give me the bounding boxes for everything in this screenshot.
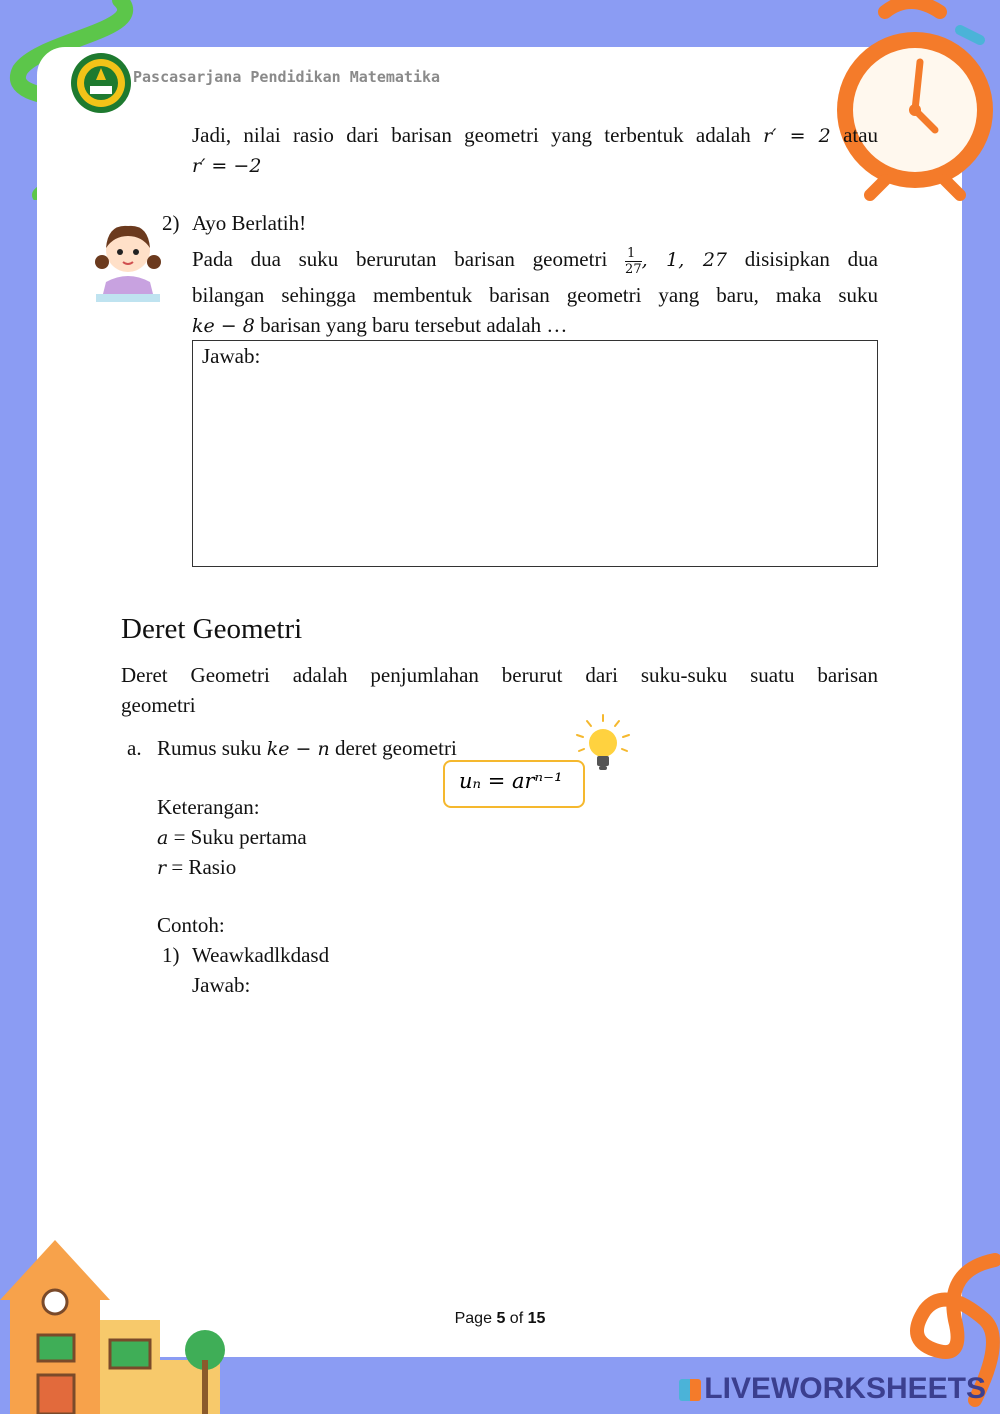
section-intro-line-1: Deret Geometri adalah penjumlahan berurut dari suku-suku suatu barisan (121, 663, 878, 687)
answer-label: Jawab: (202, 344, 261, 368)
keterangan-a (157, 822, 307, 853)
conclusion-line (192, 120, 878, 151)
fraction-one-27 (625, 246, 642, 277)
header-institution: Pascasarjana Pendidikan Matematika (133, 68, 441, 86)
page-footer (0, 1310, 1000, 1328)
page-of: of (509, 1310, 524, 1327)
page-prefix: Page (454, 1310, 492, 1327)
exercise-line-3 (192, 310, 567, 341)
answer-box[interactable] (192, 340, 878, 567)
exercise-line-1 (192, 244, 878, 277)
section-intro-line-2: geometri (121, 693, 196, 717)
conclusion-line-2 (192, 150, 261, 181)
fraction-denominator: 27 (625, 261, 642, 277)
liveworksheets-logo[interactable] (679, 1372, 986, 1406)
conclusion-or: atau (843, 123, 879, 147)
section-title: Deret Geometri (121, 613, 303, 645)
a-description: = Suku pertama (173, 825, 307, 849)
exercise-number: 2) (162, 211, 180, 235)
math-r: r (157, 857, 167, 879)
lightbulb-icon (573, 713, 633, 775)
formula-marker: a. (127, 736, 142, 760)
contoh-label: Contoh: (157, 913, 225, 937)
keterangan-r (157, 852, 236, 883)
formula-box (443, 760, 585, 808)
formula-expression: uₙ = arⁿ⁻¹ (459, 769, 563, 793)
page-current: 5 (496, 1310, 506, 1327)
example-number: 1) (162, 943, 180, 967)
math-ke-n: ke − n (266, 738, 330, 760)
exercise-text: Pada dua suku berurutan barisan geometri (192, 247, 608, 271)
formula-label (157, 733, 457, 764)
formula-label-end: deret geometri (334, 736, 457, 760)
example-text: Weawkadlkdasd (192, 943, 330, 967)
page-total: 15 (527, 1310, 546, 1327)
r-description: = Rasio (171, 855, 237, 879)
university-logo-icon (70, 52, 132, 114)
alarm-clock-icon (830, 0, 1000, 215)
exercise-text-end: disisipkan dua (744, 247, 879, 271)
math-ke-8: ke − 8 (192, 315, 255, 337)
math-a: a (157, 827, 169, 849)
sequence-terms: , 1, 27 (641, 249, 728, 271)
student-girl-icon (92, 218, 164, 304)
exercise-line-2: bilangan sehingga membentuk barisan geometri yang baru, maka suku (192, 283, 878, 307)
fraction-numerator: 1 (625, 246, 642, 262)
math-r-prime-minus-2: r′ = −2 (192, 155, 262, 177)
example-answer-label: Jawab: (192, 973, 251, 997)
conclusion-text: Jadi, nilai rasio dari barisan geometri yang terbentuk adalah (192, 123, 751, 147)
keterangan-label: Keterangan: (157, 795, 260, 819)
brand-name: LIVEWORKSHEETS (704, 1372, 986, 1405)
brand-mark-icon (679, 1379, 701, 1401)
formula-label-text: Rumus suku (157, 736, 262, 760)
math-r-prime-2: r′ = 2 (763, 125, 831, 147)
exercise-title: Ayo Berlatih! (192, 211, 307, 235)
exercise-question-end: barisan yang baru tersebut adalah … (260, 313, 568, 337)
